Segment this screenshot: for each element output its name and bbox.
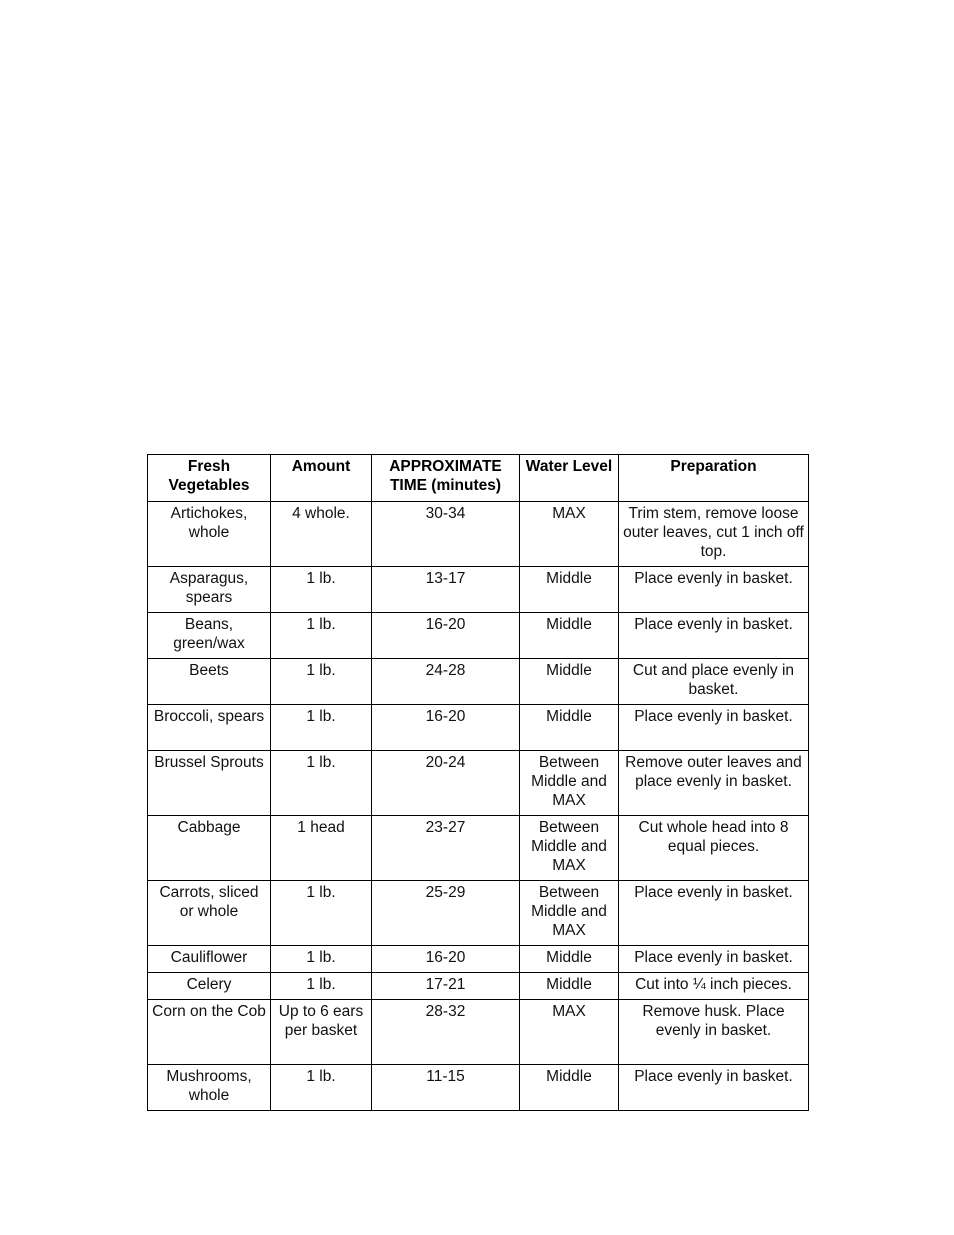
table-row	[148, 973, 809, 1000]
cell-vegetable: Beets	[148, 659, 271, 705]
table-row	[148, 946, 809, 973]
cell-vegetable: Artichokes, whole	[148, 502, 271, 567]
vegetable-steaming-table	[147, 454, 809, 1111]
cell-amount: 1 lb.	[271, 659, 372, 705]
table-row	[148, 1065, 809, 1111]
cell-preparation: Place evenly in basket.	[619, 946, 809, 973]
cell-amount: 1 lb.	[271, 751, 372, 816]
cell-preparation: Cut whole head into 8 equal pieces.	[619, 816, 809, 881]
cell-amount: 1 lb.	[271, 1065, 372, 1111]
cell-vegetable: Brussel Sprouts	[148, 751, 271, 816]
cell-amount: 1 lb.	[271, 613, 372, 659]
table-row	[148, 1000, 809, 1065]
cell-vegetable: Asparagus, spears	[148, 567, 271, 613]
cell-vegetable: Mushrooms, whole	[148, 1065, 271, 1111]
cell-water-level: Middle	[520, 1065, 619, 1111]
cell-preparation: Trim stem, remove loose outer leaves, cut 1 inch off top.	[619, 502, 809, 567]
header-water-level: Water Level	[520, 455, 619, 502]
cell-vegetable: Carrots, sliced or whole	[148, 881, 271, 946]
cell-amount: 1 lb.	[271, 567, 372, 613]
cell-preparation: Place evenly in basket.	[619, 705, 809, 751]
header-approximate-time: APPROXIMATE TIME (minutes)	[372, 455, 520, 502]
cell-water-level: MAX	[520, 502, 619, 567]
cell-vegetable: Cauliflower	[148, 946, 271, 973]
cell-time: 20-24	[372, 751, 520, 816]
cell-vegetable: Corn on the Cob	[148, 1000, 271, 1065]
table-row	[148, 881, 809, 946]
cell-water-level: Middle	[520, 705, 619, 751]
cell-water-level: Middle	[520, 567, 619, 613]
cell-water-level: Between Middle and MAX	[520, 816, 619, 881]
header-amount: Amount	[271, 455, 372, 502]
cell-water-level: MAX	[520, 1000, 619, 1065]
cell-amount: 1 lb.	[271, 705, 372, 751]
cell-vegetable: Cabbage	[148, 816, 271, 881]
header-fresh-vegetables: Fresh Vegetables	[148, 455, 271, 502]
table-header-row	[148, 455, 809, 502]
cell-preparation: Remove outer leaves and place evenly in basket.	[619, 751, 809, 816]
cell-preparation: Place evenly in basket.	[619, 1065, 809, 1111]
cell-amount: 1 lb.	[271, 973, 372, 1000]
cell-time: 16-20	[372, 613, 520, 659]
cell-preparation: Remove husk. Place evenly in basket.	[619, 1000, 809, 1065]
cell-time: 11-15	[372, 1065, 520, 1111]
header-preparation: Preparation	[619, 455, 809, 502]
cell-amount: 1 lb.	[271, 881, 372, 946]
cell-time: 17-21	[372, 973, 520, 1000]
cell-vegetable: Beans, green/wax	[148, 613, 271, 659]
cell-water-level: Middle	[520, 973, 619, 1000]
cell-preparation: Place evenly in basket.	[619, 881, 809, 946]
table-row	[148, 613, 809, 659]
cell-time: 16-20	[372, 946, 520, 973]
cell-time: 23-27	[372, 816, 520, 881]
table-row	[148, 567, 809, 613]
cell-time: 13-17	[372, 567, 520, 613]
cell-water-level: Between Middle and MAX	[520, 881, 619, 946]
table-row	[148, 705, 809, 751]
cell-vegetable: Celery	[148, 973, 271, 1000]
cell-amount: Up to 6 ears per basket	[271, 1000, 372, 1065]
cell-amount: 4 whole.	[271, 502, 372, 567]
cell-water-level: Middle	[520, 613, 619, 659]
cell-vegetable: Broccoli, spears	[148, 705, 271, 751]
cell-water-level: Middle	[520, 659, 619, 705]
cell-time: 30-34	[372, 502, 520, 567]
cell-preparation: Place evenly in basket.	[619, 567, 809, 613]
cell-water-level: Middle	[520, 946, 619, 973]
cell-amount: 1 head	[271, 816, 372, 881]
cell-time: 25-29	[372, 881, 520, 946]
cell-time: 28-32	[372, 1000, 520, 1065]
cell-preparation: Place evenly in basket.	[619, 613, 809, 659]
table-row	[148, 816, 809, 881]
table-row	[148, 502, 809, 567]
cell-time: 24-28	[372, 659, 520, 705]
cell-time: 16-20	[372, 705, 520, 751]
cell-amount: 1 lb.	[271, 946, 372, 973]
table-row	[148, 751, 809, 816]
cell-preparation: Cut into ¼ inch pieces.	[619, 973, 809, 1000]
cell-preparation: Cut and place evenly in basket.	[619, 659, 809, 705]
table-row	[148, 659, 809, 705]
cell-water-level: Between Middle and MAX	[520, 751, 619, 816]
